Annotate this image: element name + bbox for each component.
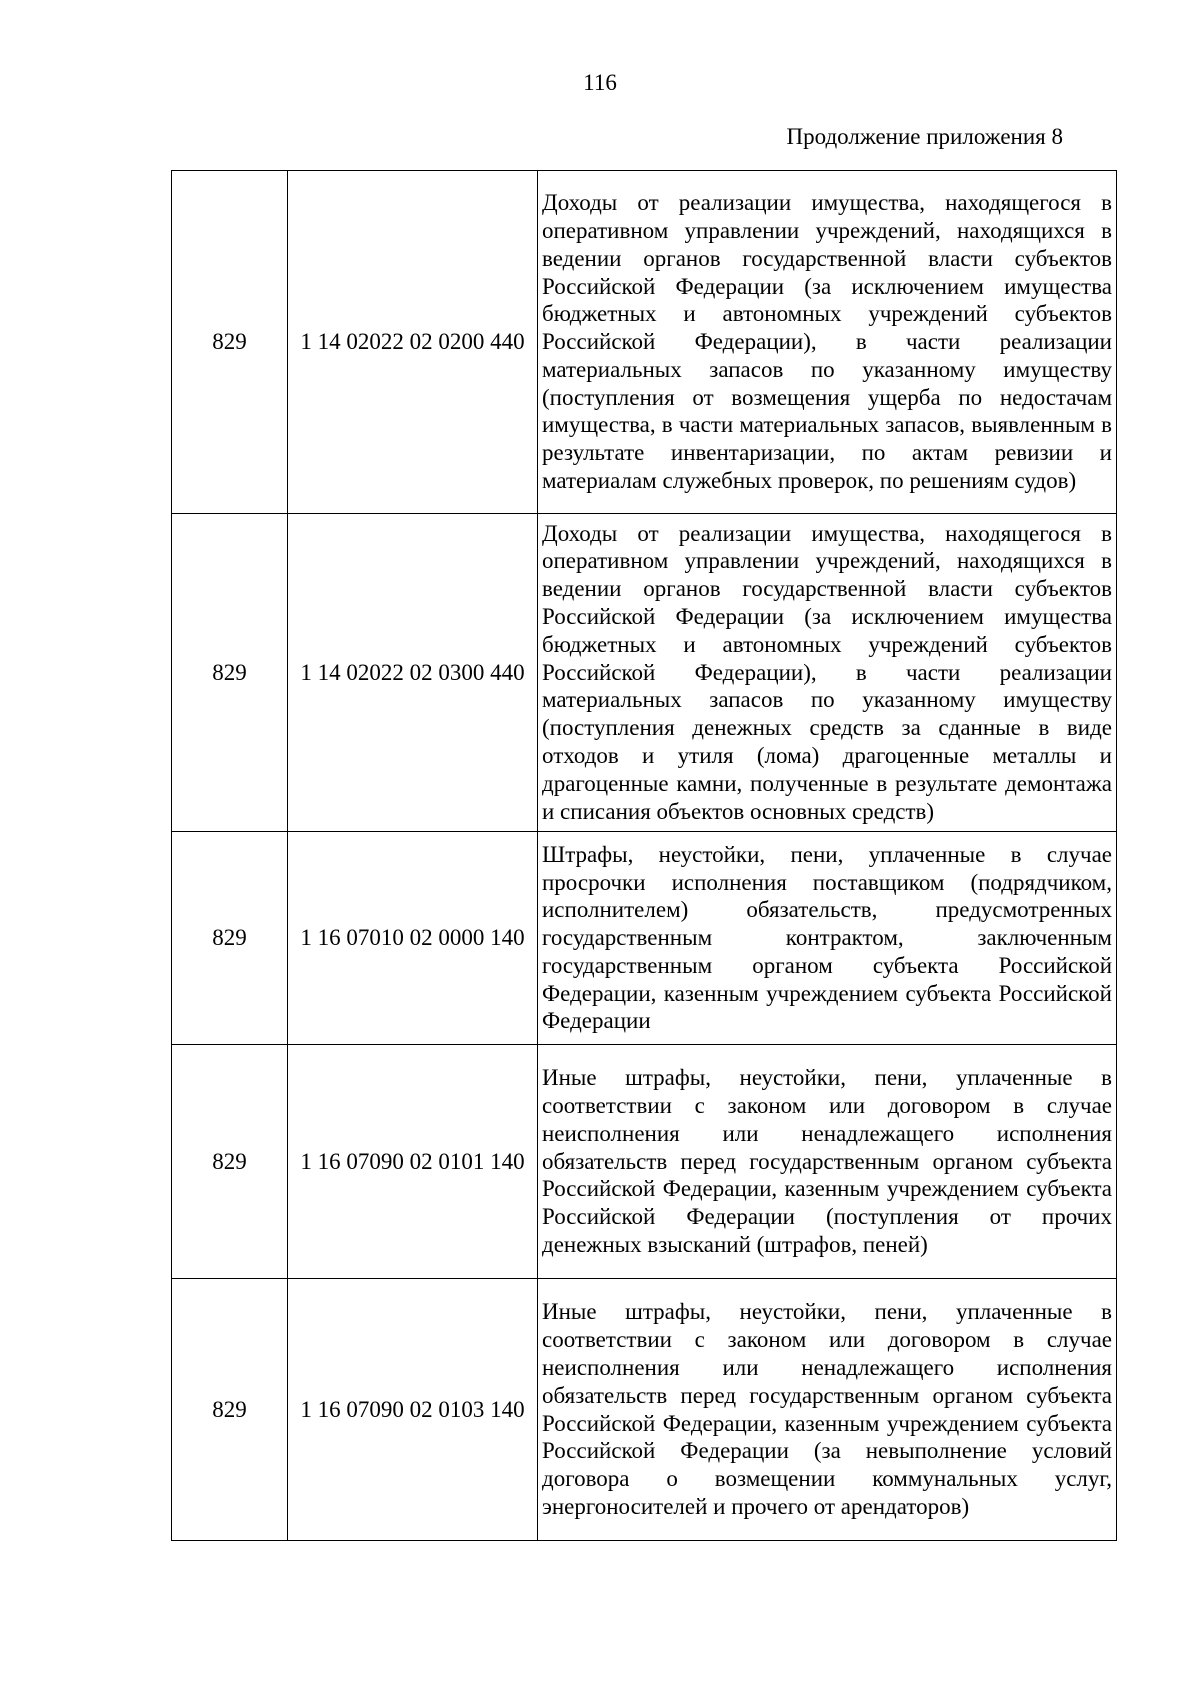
budget-code-cell: 1 16 07090 02 0101 140: [288, 1045, 538, 1279]
appendix-continuation-label: Продолжение приложения 8: [786, 124, 1063, 149]
description-cell: Иные штрафы, неустойки, пени, уплаченные в соответствии с законом или договором в случае неисполнения или ненадлежащего исполнения обязательств перед государственным органом субъекта Российской Федерации, казенным учреждением субъекта Российской Федерации (поступления от прочих денежных взысканий (штрафов, пеней): [538, 1045, 1117, 1279]
admin-code-cell: 829: [172, 832, 288, 1045]
description-cell: Иные штрафы, неустойки, пени, уплаченные в соответствии с законом или договором в случае неисполнения или ненадлежащего исполнения обязательств перед государственным органом субъекта Российской Федерации, казенным учреждением субъекта Российской Федерации (за невыполнение условий договора о возмещении коммунальных услуг, энергоносителей и прочего от арендаторов): [538, 1279, 1117, 1541]
table-row: [172, 1279, 1117, 1541]
admin-code-cell: 829: [172, 1045, 288, 1279]
budget-code-cell: 1 16 07090 02 0103 140: [288, 1279, 538, 1541]
admin-code-cell: 829: [172, 171, 288, 514]
table-row: [172, 832, 1117, 1045]
budget-code-cell: 1 16 07010 02 0000 140: [288, 832, 538, 1045]
table-row: [172, 514, 1117, 832]
revenue-codes-table: [171, 170, 1117, 1541]
description-cell: Штрафы, неустойки, пени, уплаченные в случае просрочки исполнения поставщиком (подрядчиком, исполнителем) обязательств, предусмотренных государственным контрактом, заключенным государственным органом субъекта Российской Федерации, казенным учреждением субъекта Российской Федерации: [538, 832, 1117, 1045]
admin-code-cell: 829: [172, 1279, 288, 1541]
description-cell: Доходы от реализации имущества, находящегося в оперативном управлении учреждений, находящихся в ведении органов государственной власти субъектов Российской Федерации (за исключением имущества бюджетных и автономных учреждений субъектов Российской Федерации), в части реализации материальных запасов по указанному имуществу (поступления от возмещения ущерба по недостачам имущества, в части материальных запасов, выявленным в результате инвентаризации, по актам ревизии и материалам служебных проверок, по решениям судов): [538, 171, 1117, 514]
budget-code-cell: 1 14 02022 02 0300 440: [288, 514, 538, 832]
admin-code-cell: 829: [172, 514, 288, 832]
page-number: 116: [583, 70, 617, 95]
budget-code-cell: 1 14 02022 02 0200 440: [288, 171, 538, 514]
description-cell: Доходы от реализации имущества, находящегося в оперативном управлении учреждений, находящихся в ведении органов государственной власти субъектов Российской Федерации (за исключением имущества бюджетных и автономных учреждений субъектов Российской Федерации), в части реализации материальных запасов по указанному имуществу (поступления денежных средств за сданные в виде отходов и утиля (лома) драгоценные металлы и драгоценные камни, полученные в результате демонтажа и списания объектов основных средств): [538, 514, 1117, 832]
table-row: [172, 1045, 1117, 1279]
table-row: [172, 171, 1117, 514]
